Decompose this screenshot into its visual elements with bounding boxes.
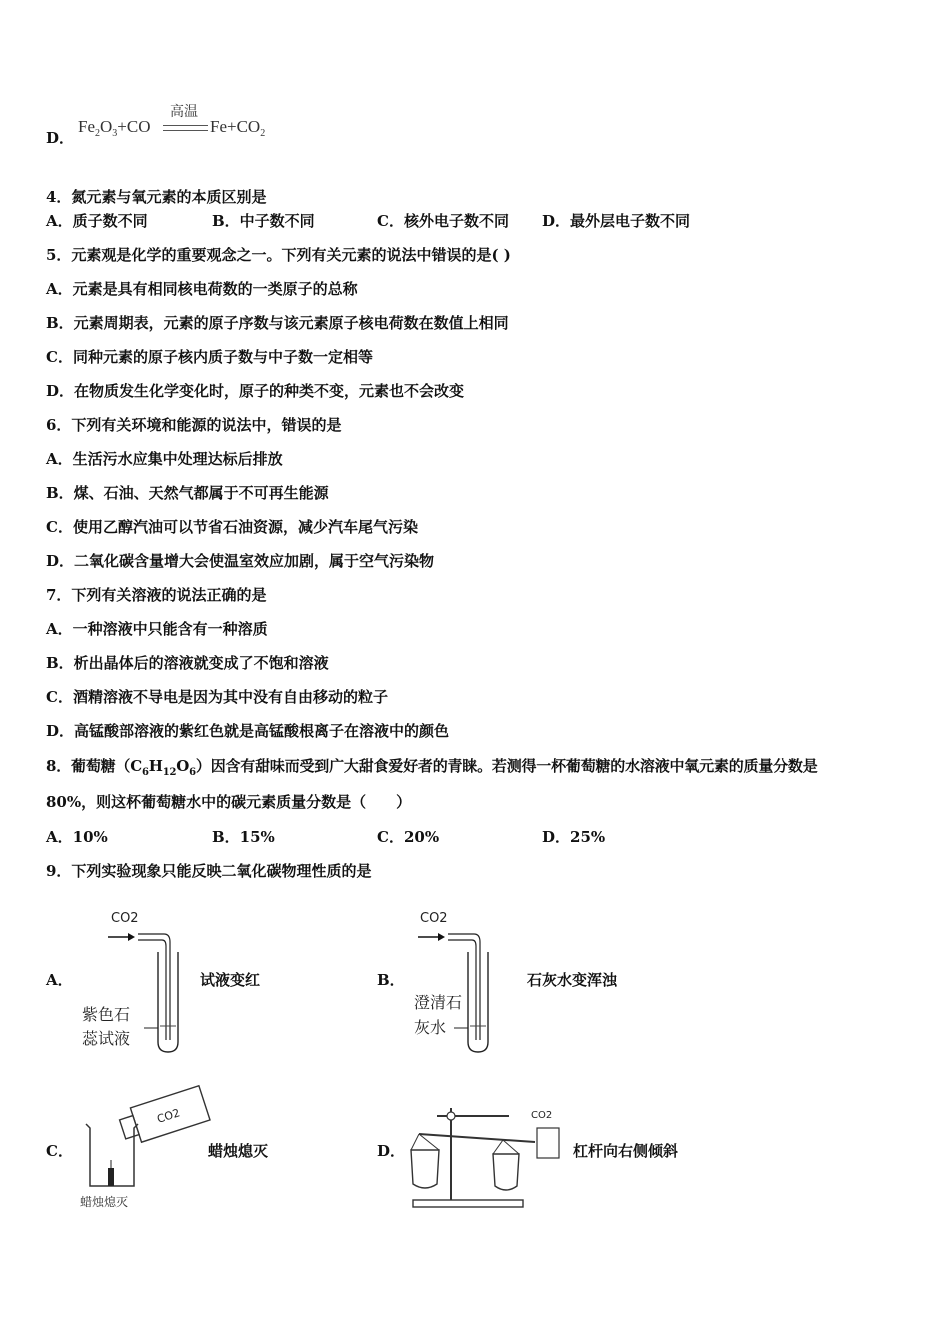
- fig-c-caption: 蜡烛熄灭: [80, 1195, 129, 1209]
- q6-option-c: C．使用乙醇汽油可以节省石油资源，减少汽车尾气污染: [46, 518, 418, 536]
- q9-option-b-label: B．: [377, 971, 405, 989]
- formula-o: O: [176, 757, 190, 775]
- q8-option-b: B．15%: [212, 828, 275, 846]
- q6-option-d: D．二氧化碳含量增大会使温室效应加剧，属于空气污染物: [46, 552, 435, 570]
- q5-option-a: A．元素是具有相同核电荷数的一类原子的总称: [46, 280, 358, 298]
- eq-o: O: [100, 117, 113, 136]
- fig-a-arrowhead: [128, 933, 135, 941]
- formula-sub: 6: [141, 767, 149, 778]
- q9-option-c-label: C．: [46, 1142, 73, 1160]
- fig-a-liquid-label-2: 蕊试液: [82, 1029, 131, 1048]
- fig-d-clamp-knob: [447, 1112, 455, 1120]
- q9-option-c-text: 蜡烛熄灭: [208, 1142, 269, 1160]
- q4-option-b: B．中子数不同: [212, 212, 315, 230]
- fig-c-gas-label: CO2: [155, 1106, 182, 1126]
- q8-option-c: C．20%: [377, 828, 440, 846]
- fig-b-liquid-label-2: 灰水: [414, 1018, 447, 1037]
- fig-d-gas-bottle: [537, 1128, 559, 1158]
- formula-h: H: [148, 757, 163, 775]
- q3-condition: 高温: [170, 105, 198, 120]
- fig-c-bottle: [117, 1086, 210, 1147]
- q3-option-d-label: D．: [46, 129, 75, 147]
- q9-option-a-text: 试液变红: [200, 971, 261, 989]
- q6-option-b: B．煤、石油、天然气都属于不可再生能源: [46, 484, 329, 502]
- equals-sign: [163, 125, 208, 131]
- q9-option-d-text: 杠杆向右侧倾斜: [573, 1142, 679, 1160]
- formula-sub: 12: [162, 767, 177, 778]
- eq-sub: 2: [260, 128, 266, 139]
- fig-b-arrowhead: [438, 933, 445, 941]
- figure-b-test-tube: [410, 900, 520, 1060]
- fig-b-liquid-label-1: 澄清石: [414, 993, 463, 1012]
- fig-d-left-bag: [411, 1150, 439, 1188]
- q3-equation-lhs: [78, 117, 150, 139]
- fig-d-left-strings: [411, 1134, 439, 1150]
- q8-stem: [46, 756, 818, 783]
- q9-option-b-text: 石灰水变浑浊: [527, 971, 618, 989]
- fig-a-tube: [158, 952, 178, 1052]
- q4-option-c: C．核外电子数不同: [377, 212, 509, 230]
- q6-option-a: A．生活污水应集中处理达标后排放: [46, 450, 283, 468]
- q9-option-a-label: A．: [46, 971, 73, 989]
- q4-option-a: A．质子数不同: [46, 212, 148, 230]
- fig-c-candle: [108, 1168, 114, 1186]
- eq-sub: 2: [95, 128, 100, 139]
- q3-equation-rhs: [210, 117, 265, 139]
- fig-d-right-strings: [493, 1140, 519, 1154]
- eq-co: +CO: [117, 117, 151, 136]
- q9-option-d-label: D．: [377, 1142, 406, 1160]
- q5-option-b: B．元素周期表，元素的原子序数与该元素原子核电荷数在数值上相同: [46, 314, 509, 332]
- eq-sub: 3: [112, 128, 118, 139]
- q6-stem: 6．下列有关环境和能源的说法中，错误的是: [46, 416, 342, 434]
- q7-option-c: C．酒精溶液不导电是因为其中没有自由移动的粒子: [46, 688, 388, 706]
- fig-d-gas-label: CO2: [531, 1110, 553, 1121]
- q8-option-a: A．10%: [46, 828, 108, 846]
- eq-fe: Fe: [78, 117, 95, 136]
- q7-option-a: A．一种溶液中只能含有一种溶质: [46, 620, 268, 638]
- q7-option-b: B．析出晶体后的溶液就变成了不饱和溶液: [46, 654, 329, 672]
- q9-stem: 9．下列实验现象只能反映二氧化碳物理性质的是: [46, 862, 372, 880]
- fig-a-liquid-label-1: 紫色石: [82, 1005, 131, 1024]
- fig-a-gas-label: CO2: [111, 911, 139, 926]
- fig-b-tube: [468, 952, 488, 1052]
- q5-stem: 5．元素观是化学的重要观念之一。下列有关元素的说法中错误的是( ): [46, 246, 511, 264]
- fig-b-gas-label: CO2: [420, 911, 448, 926]
- q4-option-d: D．最外层电子数不同: [542, 212, 691, 230]
- fig-b-delivery-tube: [448, 934, 480, 1040]
- figure-c-beaker-candle: [70, 1080, 220, 1215]
- q5-option-c: C．同种元素的原子核内质子数与中子数一定相等: [46, 348, 373, 366]
- q8-stem-post: ）因含有甜味而受到广大甜食爱好者的青睐。若测得一杯葡萄糖的水溶液中氧元素的质量分数是: [195, 757, 818, 775]
- q5-option-d: D．在物质发生化学变化时，原子的种类不变，元素也不会改变: [46, 382, 465, 400]
- fig-d-lever-beam: [419, 1134, 535, 1142]
- formula-sub: 6: [189, 767, 196, 778]
- q7-stem: 7．下列有关溶液的说法正确的是: [46, 586, 267, 604]
- fig-d-right-bag: [493, 1154, 519, 1190]
- figure-a-test-tube: [78, 900, 188, 1060]
- fig-a-delivery-tube: [138, 934, 170, 1040]
- q7-option-d: D．高锰酸部溶液的紫红色就是高锰酸根离子在溶液中的颜色: [46, 722, 450, 740]
- eq-rhs: Fe+CO: [210, 117, 261, 136]
- q8-stem-pre: 8．葡萄糖（C: [46, 757, 142, 775]
- q4-stem: 4．氮元素与氧元素的本质区别是: [46, 188, 267, 206]
- q8-stem-line2: 80%，则这杯葡萄糖水中的碳元素质量分数是（ ）: [46, 793, 412, 811]
- fig-d-stand-base: [413, 1200, 523, 1207]
- figure-d-lever: [405, 1100, 570, 1212]
- q8-option-d: D．25%: [542, 828, 606, 846]
